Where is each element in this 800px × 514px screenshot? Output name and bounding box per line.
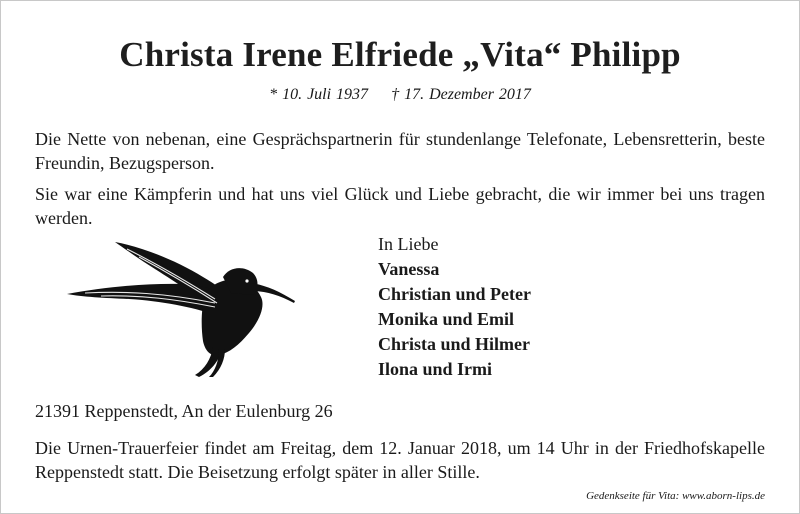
hummingbird-icon [65,237,300,377]
signoff-intro: In Liebe [378,234,439,254]
deceased-name: Christa Irene Elfriede „Vita“ Philipp [119,35,681,74]
mourner-name: Ilona und Irmi [378,359,493,379]
death-date: † 17. Dezember 2017 [391,86,531,103]
ceremony-details: Die Urnen-Trauerfeier findet am Freitag, dem 12. Januar 2018, um 14 Uhr in der Friedhofskapelle Reppenstedt statt. Die Beisetzung erfolgt später in aller Stille. [35,438,765,482]
family-address: 21391 Reppenstedt, An der Eulenburg 26 [35,401,333,421]
tribute-paragraph-2: Sie war eine Kämpferin und hat uns viel Glück und Liebe gebracht, die wir immer bei uns tragen werden. [35,184,765,228]
signoff-block [378,232,531,382]
tribute-paragraph-1: Die Nette von nebenan, eine Gesprächspartnerin für stundenlange Telefonate, Lebensretterin, beste Freundin, Bezugsperson. [35,129,765,173]
mourner-name: Vanessa [378,259,440,279]
mourner-name: Monika und Emil [378,309,515,329]
memorial-page-credit: Gedenkseite für Vita: www.aborn-lips.de [586,490,765,502]
birth-date: * 10. Juli 1937 [269,86,369,103]
mourner-name: Christian und Peter [378,284,531,304]
mourner-name: Christa und Hilmer [378,334,531,354]
life-dates [1,86,799,104]
